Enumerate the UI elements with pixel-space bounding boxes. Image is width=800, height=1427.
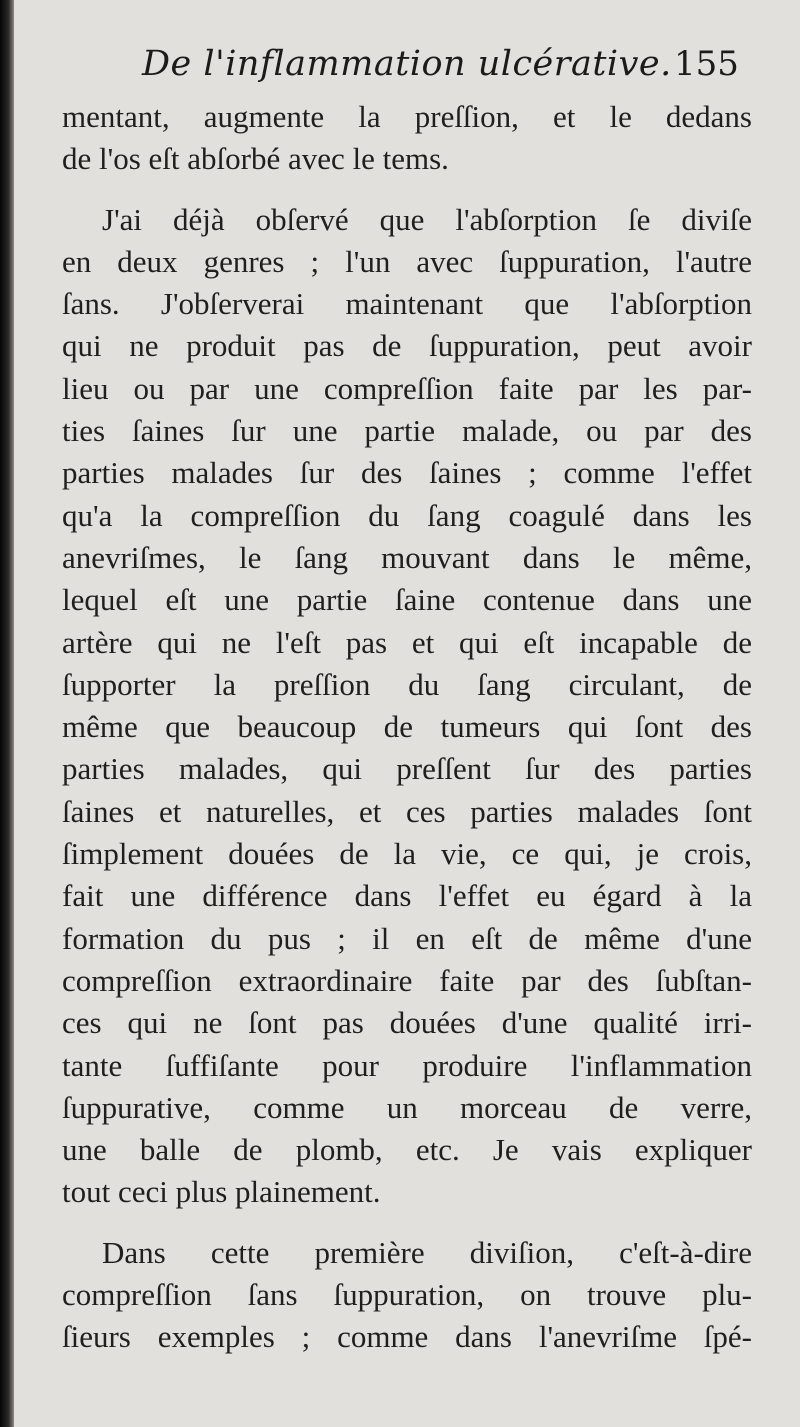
text-line: ſieurs exemples ; comme dans l'anevriſme ſpé- — [62, 1319, 752, 1355]
text-line: J'ai déjà obſervé que l'abſorption ſe diviſe — [102, 201, 752, 237]
text-line: fait une différence dans l'effet eu égard à la — [62, 878, 752, 914]
text-line: ſupporter la preſſion du ſang circulant, de — [62, 666, 752, 702]
text-line: tout ceci plus plainement. — [62, 1174, 381, 1210]
text-line: Dans cette première diviſion, c'eſt-à-dire — [102, 1234, 752, 1270]
text-line: compreſſion extraordinaire faite par des ſubſtan- — [62, 962, 752, 998]
text-line: ſimplement douées de la vie, ce qui, je crois, — [62, 836, 752, 872]
text-line: tante ſuffiſante pour produire l'inflammation — [62, 1047, 752, 1083]
text-line: formation du pus ; il en eſt de même d'une — [62, 920, 752, 956]
text-line: une balle de plomb, etc. Je vais expliquer — [62, 1132, 752, 1168]
page-header — [14, 40, 800, 100]
book-page — [14, 0, 800, 1427]
text-line: lieu ou par une compreſſion faite par les par- — [62, 370, 752, 406]
text-line: artère qui ne l'eſt pas et qui eſt incapable de — [62, 624, 752, 660]
paragraph-1 — [62, 96, 752, 181]
paragraph-3 — [62, 1232, 752, 1359]
text-line: anevriſmes, le ſang mouvant dans le même, — [62, 539, 752, 575]
text-line: mentant, augmente la preſſion, et le dedans — [62, 99, 752, 134]
text-line: compreſſion ſans ſuppuration, on trouve plu- — [62, 1277, 752, 1313]
page-number: 155 — [674, 44, 739, 84]
text-line: en deux genres ; l'un avec ſuppuration, l'autre — [62, 243, 752, 279]
text-line: ſans. J'obſerverai maintenant que l'abſorption — [62, 286, 752, 322]
text-line: ties ſaines ſur une partie malade, ou par des — [62, 413, 752, 449]
text-line: ces qui ne ſont pas douées d'une qualité irri- — [62, 1005, 752, 1041]
text-line: lequel eſt une partie ſaine contenue dans une — [62, 582, 752, 618]
text-line: qui ne produit pas de ſuppuration, peut avoir — [62, 328, 752, 364]
text-line: ſuppurative, comme un morceau de verre, — [62, 1089, 752, 1125]
running-title: De l'inflammation ulcérative. — [142, 44, 672, 84]
text-line: ſaines et naturelles, et ces parties malades ſont — [62, 793, 752, 829]
paragraph-2 — [62, 199, 752, 1214]
page-binding-edge — [0, 0, 14, 1427]
text-line: de l'os eſt abſorbé avec le tems. — [62, 141, 449, 177]
text-line: parties malades, qui preſſent ſur des parties — [62, 751, 752, 787]
text-line: parties malades ſur des ſaines ; comme l'effet — [62, 455, 752, 491]
text-line: qu'a la compreſſion du ſang coagulé dans les — [62, 497, 752, 533]
body-text — [62, 96, 752, 1359]
text-line: même que beaucoup de tumeurs qui ſont des — [62, 709, 752, 745]
